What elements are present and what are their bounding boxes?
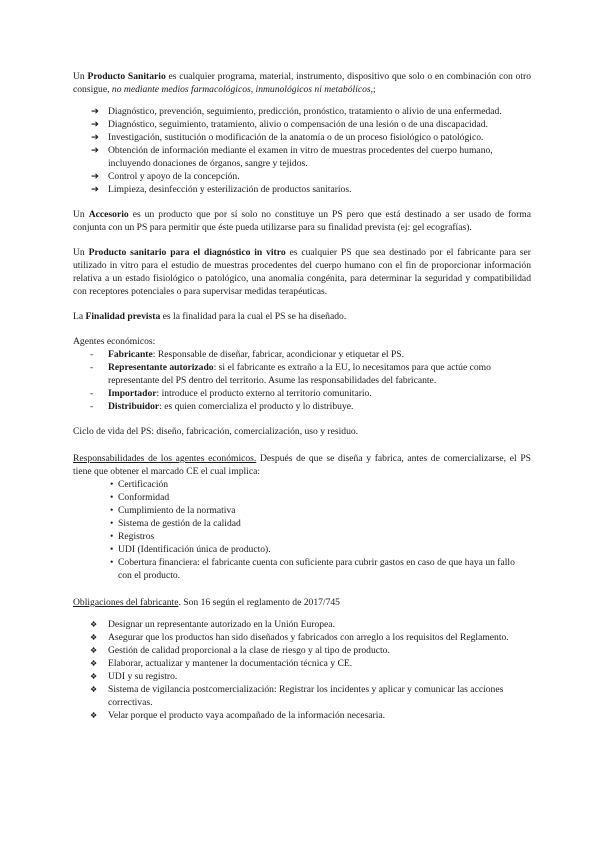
diamond-icon: ❖ bbox=[90, 620, 98, 629]
list-item: ➔ Diagnóstico, prevención, seguimiento, predicción, pronóstico, tratamiento o alivio de una enfermedad. bbox=[91, 106, 502, 117]
dash-icon: - bbox=[90, 388, 94, 399]
text-segment: Un bbox=[73, 71, 88, 82]
diamond-icon: ❖ bbox=[90, 646, 98, 655]
bullet-icon: • bbox=[110, 492, 114, 503]
italic-phrase: no mediante medios farmacológicos, inmunológicos ni metabólicos, bbox=[111, 84, 374, 95]
diamond-icon: ❖ bbox=[90, 633, 98, 642]
text-segment: es cualquier programa, material, instrumento, dispositivo que solo o en combinación con otro consigue, bbox=[73, 71, 532, 95]
ce-marking-list bbox=[73, 478, 531, 582]
list-item: ❖ Sistema de vigilancia postcomercialización: Registrar los incidentes y aplicar y comunicar las acciones correctivas. bbox=[90, 684, 504, 708]
list-item: ❖ Elaborar, actualizar y mantener la documentación técnica y CE. bbox=[90, 658, 353, 669]
section-heading: Responsabilidades de los agentes económicos. bbox=[73, 453, 257, 464]
list-item: ❖ Gestión de calidad proporcional a la clase de riesgo y al tipo de producto. bbox=[90, 645, 390, 656]
list-item: - Distribuidor: es quien comercializa el producto y lo distribuye. bbox=[90, 401, 354, 412]
medical-device-definition bbox=[73, 70, 531, 96]
list-item: • Certificación bbox=[110, 479, 169, 490]
list-item: • Registros bbox=[110, 531, 155, 542]
list-item: • UDI (Identificación única de producto). bbox=[110, 544, 271, 555]
list-item: ➔ Investigación, sustitución o modificación de la anatomía o de un proceso fisiológico o patológico. bbox=[91, 132, 484, 143]
defined-term: Producto sanitario para el diagnóstico in vitro bbox=[88, 247, 286, 258]
document-page bbox=[73, 70, 531, 722]
bullet-icon: • bbox=[110, 557, 114, 568]
bullet-icon: • bbox=[110, 531, 114, 542]
list-item: • Cobertura financiera: el fabricante cuenta con suficiente para cubrir gastos en caso de que haya un fallo con el producto. bbox=[110, 557, 515, 581]
responsibilities-paragraph: Responsabilidades de los agentes económicos. Después de que se diseña y fabrica, antes de comercializarse, el PS tiene que obtener el marcado CE el cual implica: bbox=[73, 453, 532, 477]
arrow-icon: ➔ bbox=[91, 119, 100, 130]
defined-term: Producto Sanitario bbox=[87, 71, 166, 82]
arrow-icon: ➔ bbox=[91, 106, 100, 117]
list-item: • Conformidad bbox=[110, 492, 170, 503]
list-item: ❖ Velar porque el producto vaya acompañado de la información necesaria. bbox=[90, 710, 386, 721]
lifecycle-line: Ciclo de vida del PS: diseño, fabricación, comercialización, uso y residuo. bbox=[73, 426, 359, 437]
diamond-icon: ❖ bbox=[90, 685, 98, 694]
dash-icon: - bbox=[90, 362, 94, 373]
arrow-icon: ➔ bbox=[91, 184, 100, 195]
dash-icon: - bbox=[90, 401, 94, 412]
list-item: ➔ Obtención de información mediante el examen in vitro de muestras procedentes del cuerpo humano, incluyendo donaciones de órganos, sangre y tejidos. bbox=[91, 145, 493, 169]
section-heading: Obligaciones del fabricante bbox=[73, 597, 179, 608]
diamond-icon: ❖ bbox=[90, 672, 98, 681]
obligations-list bbox=[73, 618, 531, 722]
list-item: ➔ Control y apoyo de la concepción. bbox=[91, 171, 240, 182]
agents-list bbox=[73, 348, 531, 413]
list-item: ➔ Limpieza, desinfección y esterilización de productos sanitarios. bbox=[91, 184, 352, 195]
list-item: ❖ Designar un representante autorizado en la Unión Europea. bbox=[90, 619, 335, 630]
obligations-paragraph: Obligaciones del fabricante. Son 16 según el reglamento de 2017/745 bbox=[73, 597, 340, 608]
purpose-list bbox=[73, 105, 531, 196]
ivd-definition: Un Producto sanitario para el diagnóstico in vitro es cualquier PS que sea destinado por el fabricante para ser utilizado in vitro para el estudio de muestras procedentes del cuerpo humano con el fin de proporcionar información relativa a un estado fisiológico o patológico, una anomalía congénita, para determinar la seguridad y compatibilidad con receptores potenciales o para supervisar medidas terapéuticas. bbox=[73, 247, 531, 297]
list-item: - Representante autorizado: si el fabricante es extraño a la EU, lo necesitamos para que actúe como representante del PS dentro del territorio. Asume las responsabilidades del fabricante. bbox=[90, 362, 491, 386]
arrow-icon: ➔ bbox=[91, 171, 100, 182]
dash-icon: - bbox=[90, 349, 94, 360]
defined-term: Finalidad prevista bbox=[85, 311, 161, 322]
text-segment: ; bbox=[373, 84, 376, 95]
arrow-icon: ➔ bbox=[91, 132, 100, 143]
diamond-icon: ❖ bbox=[90, 711, 98, 720]
diamond-icon: ❖ bbox=[90, 659, 98, 668]
defined-term: Accesorio bbox=[88, 209, 129, 220]
list-item: - Fabricante: Responsable de diseñar, fabricar, acondicionar y etiquetar el PS. bbox=[90, 349, 405, 360]
agents-title: Agentes económicos: bbox=[73, 336, 156, 347]
list-item: - Importador: introduce el producto externo al territorio comunitario. bbox=[90, 388, 372, 399]
bullet-icon: • bbox=[110, 505, 114, 516]
accessory-definition: Un Accesorio es un producto que por sí solo no constituye un PS pero que está destinado a ser usado de forma conjunta con un PS para permitir que éste pueda utilizarse para su finalidad prevista (ej: gel ecografías). bbox=[73, 209, 532, 233]
list-item: ❖ Asegurar que los productos han sido diseñados y fabricados con arreglo a los requisitos del Reglamento. bbox=[90, 632, 509, 643]
arrow-icon: ➔ bbox=[91, 145, 100, 156]
list-item: ❖ UDI y su registro. bbox=[90, 671, 178, 682]
list-item: ➔ Diagnóstico, seguimiento, tratamiento, alivio o compensación de una lesión o de una discapacidad. bbox=[91, 119, 488, 130]
intended-purpose-definition: La Finalidad prevista es la finalidad para la cual el PS se ha diseñado. bbox=[73, 311, 347, 322]
bullet-icon: • bbox=[110, 479, 114, 490]
list-item: • Cumplimiento de la normativa bbox=[110, 505, 236, 516]
list-item: • Sistema de gestión de la calidad bbox=[110, 518, 241, 529]
bullet-icon: • bbox=[110, 544, 114, 555]
bullet-icon: • bbox=[110, 518, 114, 529]
